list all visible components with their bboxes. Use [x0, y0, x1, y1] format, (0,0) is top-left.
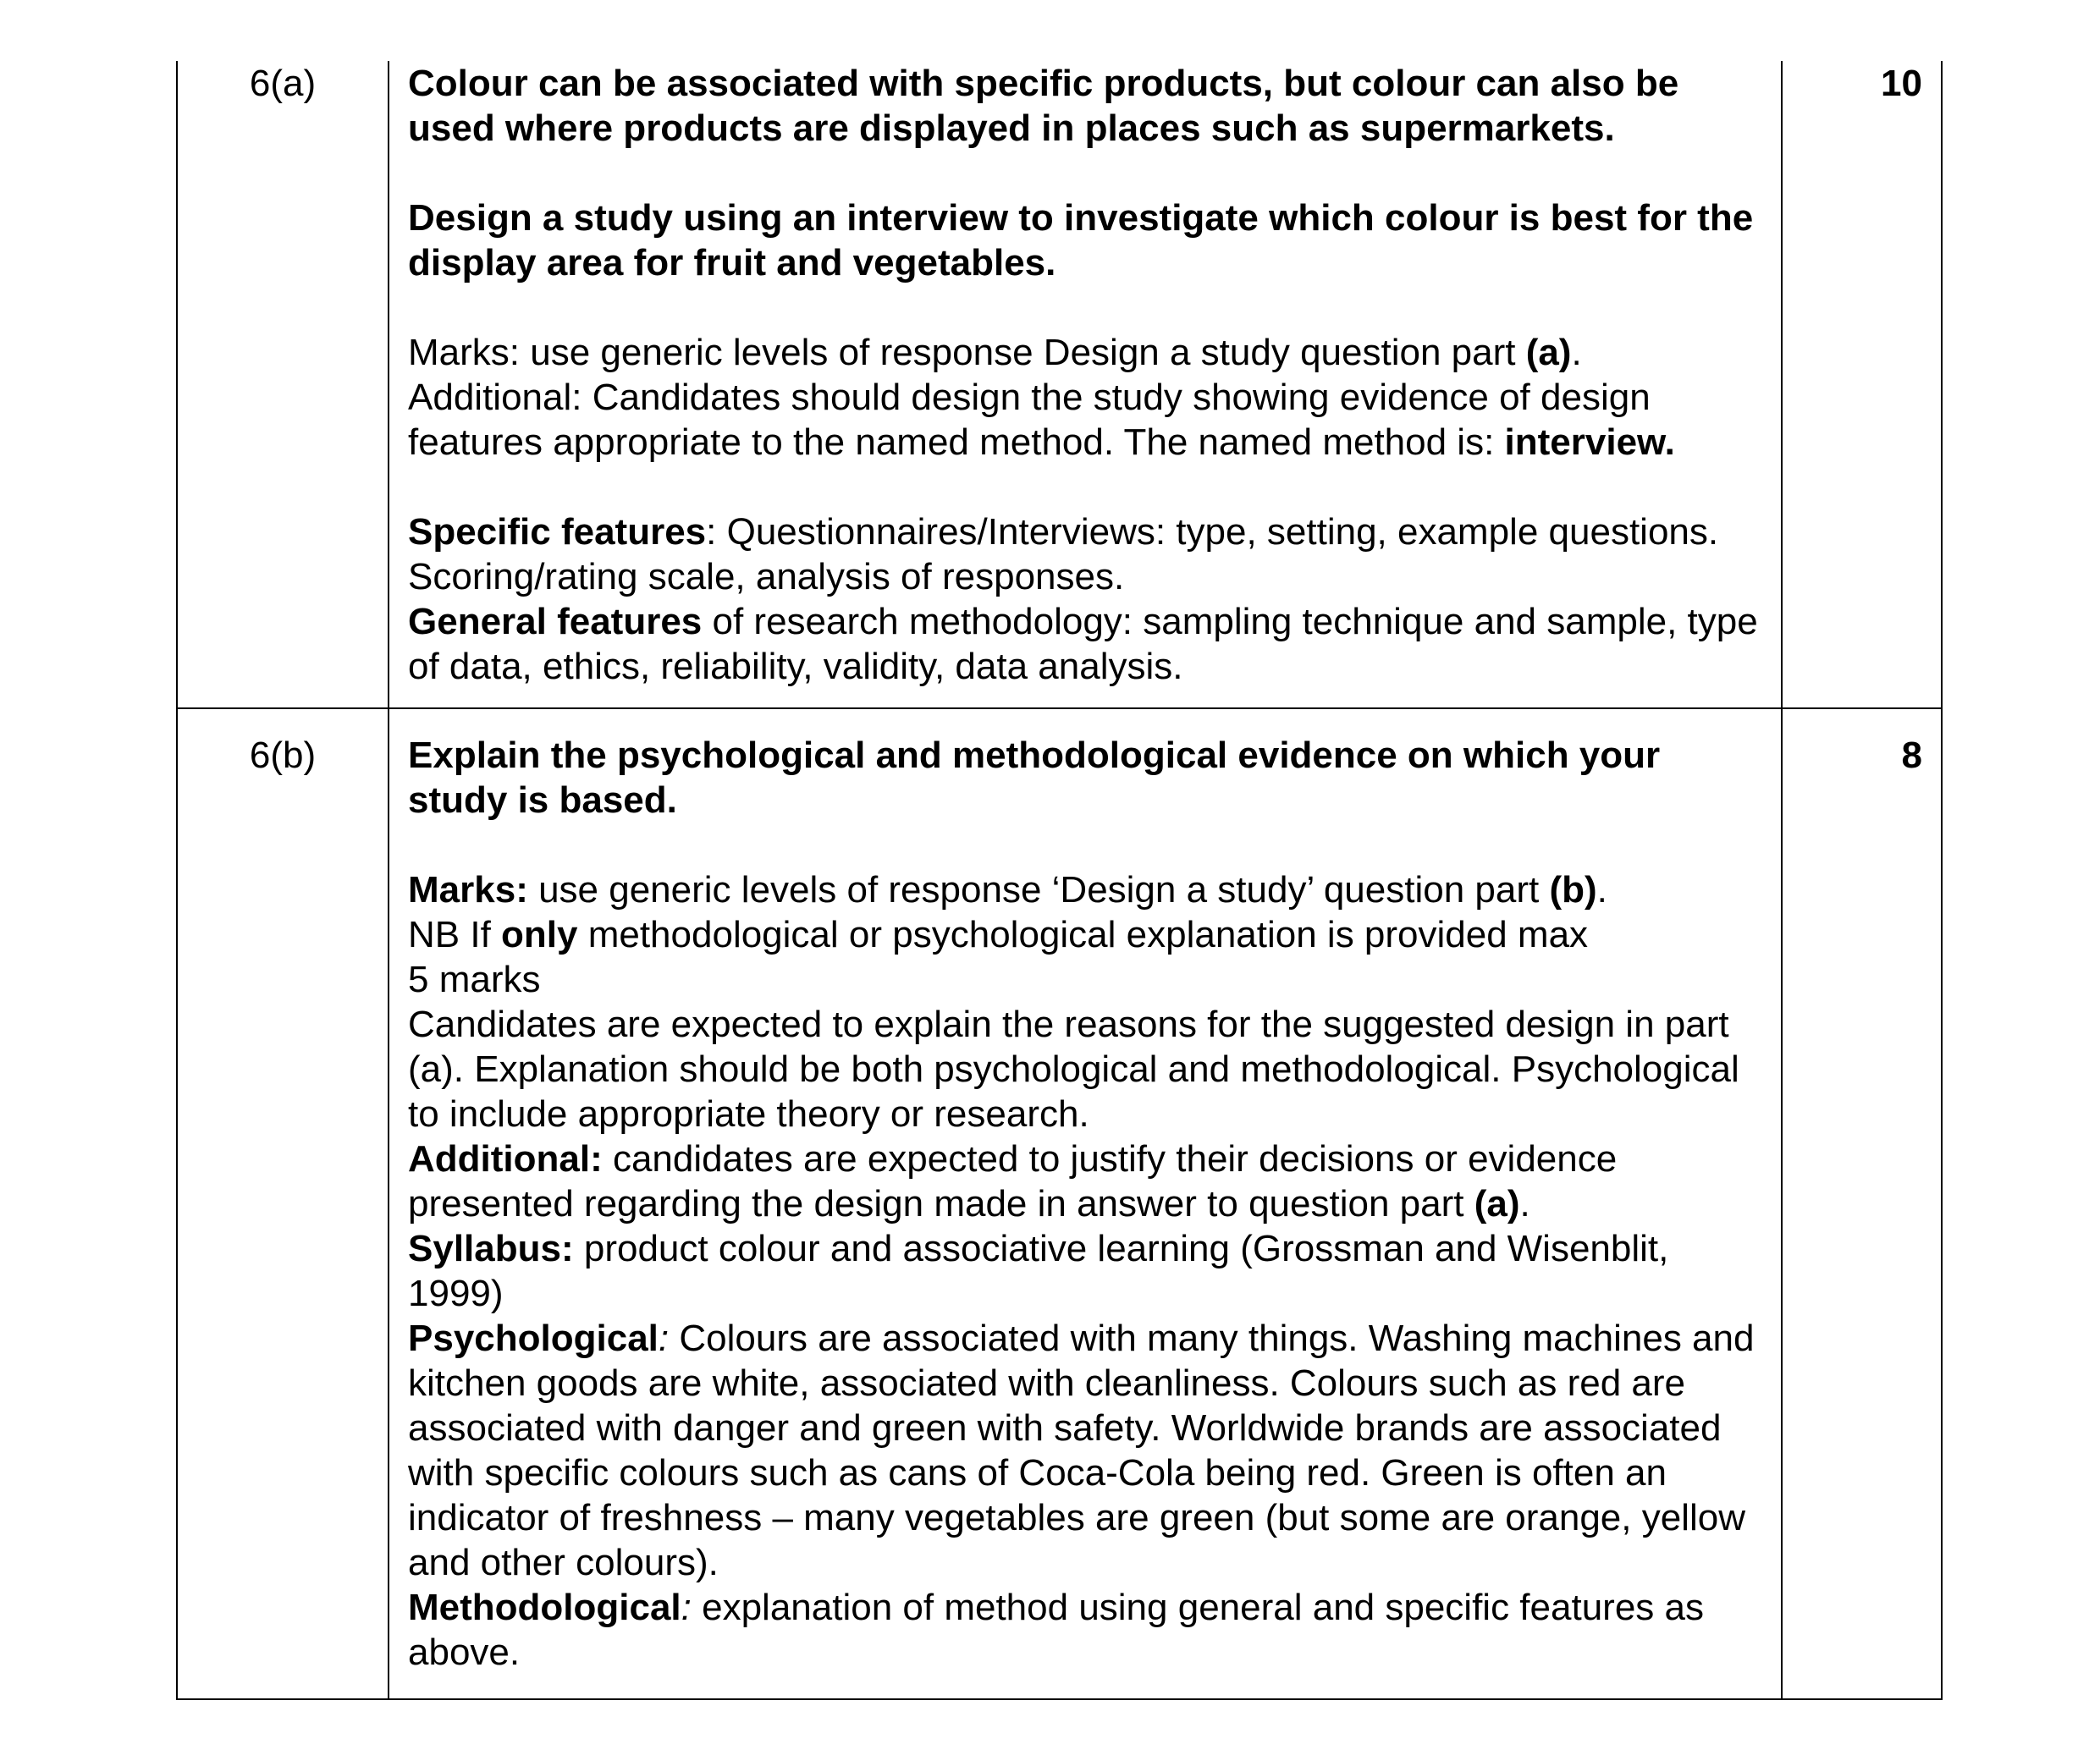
- question-prompt-design: Design a study using an interview to investigate which colour is best for the display area for fruit and vegetables.: [408, 197, 1754, 283]
- marks-value: 8: [1901, 735, 1922, 776]
- answer-cell: [389, 708, 1782, 1699]
- nb-note-max: 5 marks: [408, 959, 541, 1000]
- question-prompt: Colour can be associated with specific products, but colour can also be used where products are displayed in places such as supermarkets.: [408, 63, 1679, 149]
- mark-scheme-table: [176, 61, 1943, 1700]
- answer-cell: [389, 61, 1782, 708]
- marks-cell: [1782, 708, 1942, 1699]
- question-cell: [177, 61, 389, 708]
- specific-features: Specific features: Questionnaires/Interviews: type, setting, example questions. Scoring/rating scale, analysis of responses.: [408, 511, 1719, 597]
- question-prompt: Explain the psychological and methodological evidence on which your study is based.: [408, 735, 1661, 821]
- table-row-6a: [177, 61, 1942, 708]
- general-features: General features of research methodology: sampling technique and sample, type of data, ethics, reliability, validity, data analysis.: [408, 601, 1758, 687]
- methodological-guidance: Methodological: explanation of method using general and specific features as above.: [408, 1587, 1704, 1673]
- table-row-6b: [177, 708, 1942, 1699]
- additional-guidance: Additional: Candidates should design the study showing evidence of design features appropriate to the named method. The named method is: interview.: [408, 377, 1675, 463]
- question-cell: [177, 708, 389, 1699]
- marks-guidance: Marks: use generic levels of response ‘Design a study’ question part (b).: [408, 869, 1607, 911]
- nb-note: NB If only methodological or psychological explanation is provided max: [408, 914, 1589, 955]
- marks-cell: [1782, 61, 1942, 708]
- marks-guidance: Marks: use generic levels of response Design a study question part (a).: [408, 332, 1582, 373]
- psychological-guidance: Psychological: Colours are associated with many things. Washing machines and kitchen goods are white, associated with cleanliness. Colours such as red are associated with danger and green with safety. Worldwide brands are associated with specific colours such as cans of Coca-Cola being red. Green is often an indicator of freshness – many vegetables are green (but some are orange, yellow and other colours).: [408, 1318, 1755, 1583]
- marks-value: 10: [1881, 63, 1922, 104]
- question-number: 6(b): [249, 735, 317, 776]
- syllabus-guidance: Syllabus: product colour and associative learning (Grossman and Wisenblit, 1999): [408, 1228, 1669, 1314]
- candidates-guidance: Candidates are expected to explain the reasons for the suggested design in part (a). Explanation should be both psychological and methodological. Psychological to include appropriate theory or research.: [408, 1004, 1739, 1135]
- question-number: 6(a): [249, 63, 317, 104]
- additional-guidance: Additional: candidates are expected to justify their decisions or evidence presented regarding the design made in answer to question part (a).: [408, 1138, 1618, 1224]
